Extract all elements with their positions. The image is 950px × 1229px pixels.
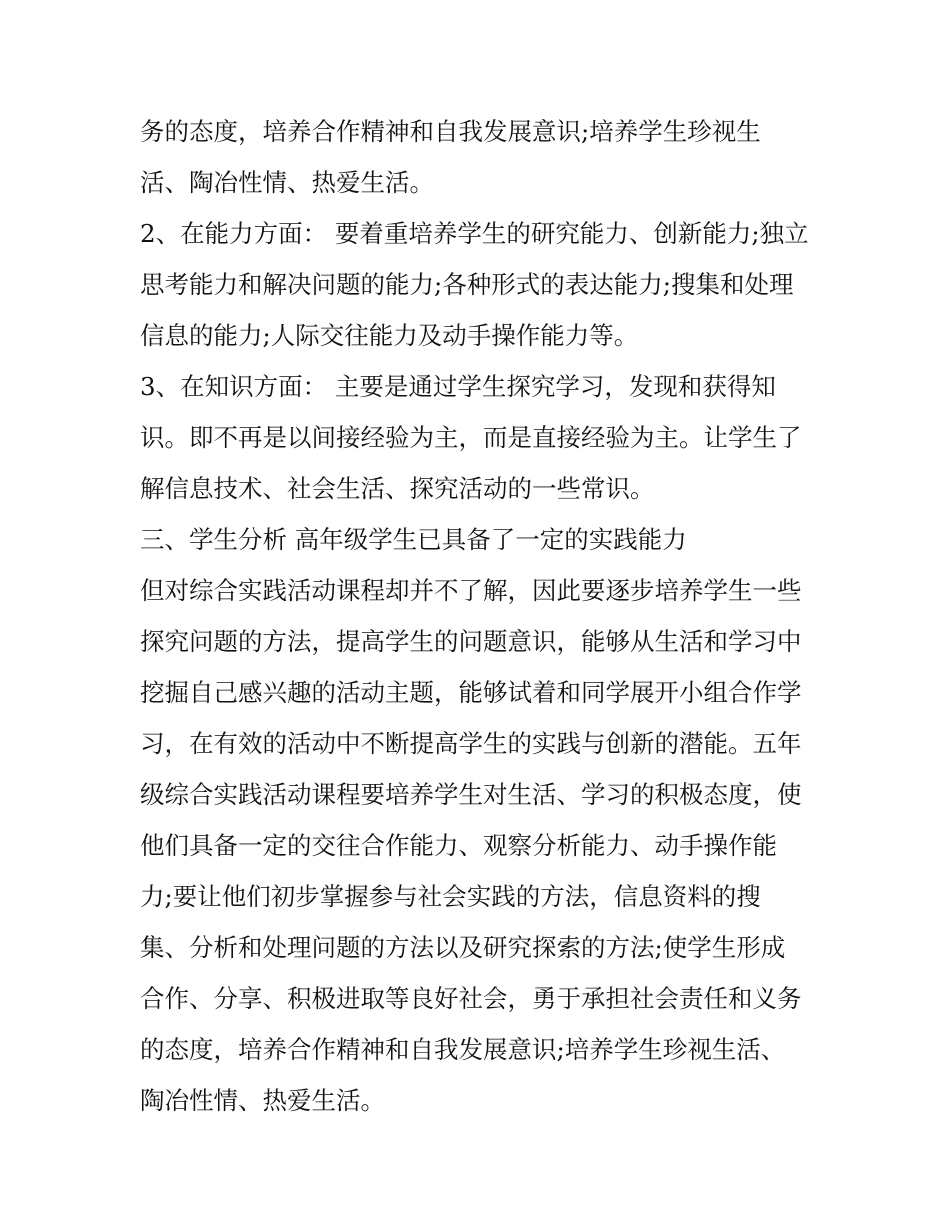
text-line: 陶冶性情、热爱生活。 bbox=[140, 1086, 385, 1115]
text-line: 挖掘自己感兴趣的活动主题，能够试着和同学展开小组合作学 bbox=[140, 678, 802, 707]
text-line: 级综合实践活动课程要培养学生对生活、学习的积极态度，使 bbox=[140, 780, 802, 809]
text-line: 思考能力和解决问题的能力;各种形式的表达能力;搜集和处理 bbox=[140, 270, 794, 299]
text-line: 的态度，培养合作精神和自我发展意识;培养学生珍视生活、 bbox=[140, 1035, 786, 1064]
text-line: 他们具备一定的交往合作能力、观察分析能力、动手操作能 bbox=[140, 831, 777, 860]
text-line: 合作、分享、积极进取等良好社会，勇于承担社会责任和义务 bbox=[140, 984, 802, 1013]
text-line: 识。即不再是以间接经验为主，而是直接经验为主。让学生了 bbox=[140, 423, 802, 452]
text-line: 三、学生分析 高年级学生已具备了一定的实践能力 bbox=[140, 525, 687, 554]
text-line: 解信息技术、社会生活、探究活动的一些常识。 bbox=[140, 474, 655, 503]
text-line: 探究问题的方法，提高学生的问题意识，能够从生活和学习中 bbox=[140, 627, 802, 656]
text-line: 务的态度，培养合作精神和自我发展意识;培养学生珍视生 bbox=[140, 117, 761, 146]
text-line: 力;要让他们初步掌握参与社会实践的方法，信息资料的搜 bbox=[140, 882, 761, 911]
text-line: 3、在知识方面： 主要是通过学生探究学习，发现和获得知 bbox=[140, 372, 776, 401]
text-line: 集、分析和处理问题的方法以及研究探索的方法;使学生形成 bbox=[140, 933, 786, 962]
text-line: 信息的能力;人际交往能力及动手操作能力等。 bbox=[140, 321, 639, 350]
text-line: 习，在有效的活动中不断提高学生的实践与创新的潜能。五年 bbox=[140, 729, 802, 758]
text-line: 但对综合实践活动课程却并不了解，因此要逐步培养学生一些 bbox=[140, 576, 802, 605]
text-line: 2、在能力方面： 要着重培养学生的研究能力、创新能力;独立 bbox=[140, 219, 809, 248]
text-line: 活、陶冶性情、热爱生活。 bbox=[140, 168, 434, 197]
document-body bbox=[140, 106, 830, 1126]
